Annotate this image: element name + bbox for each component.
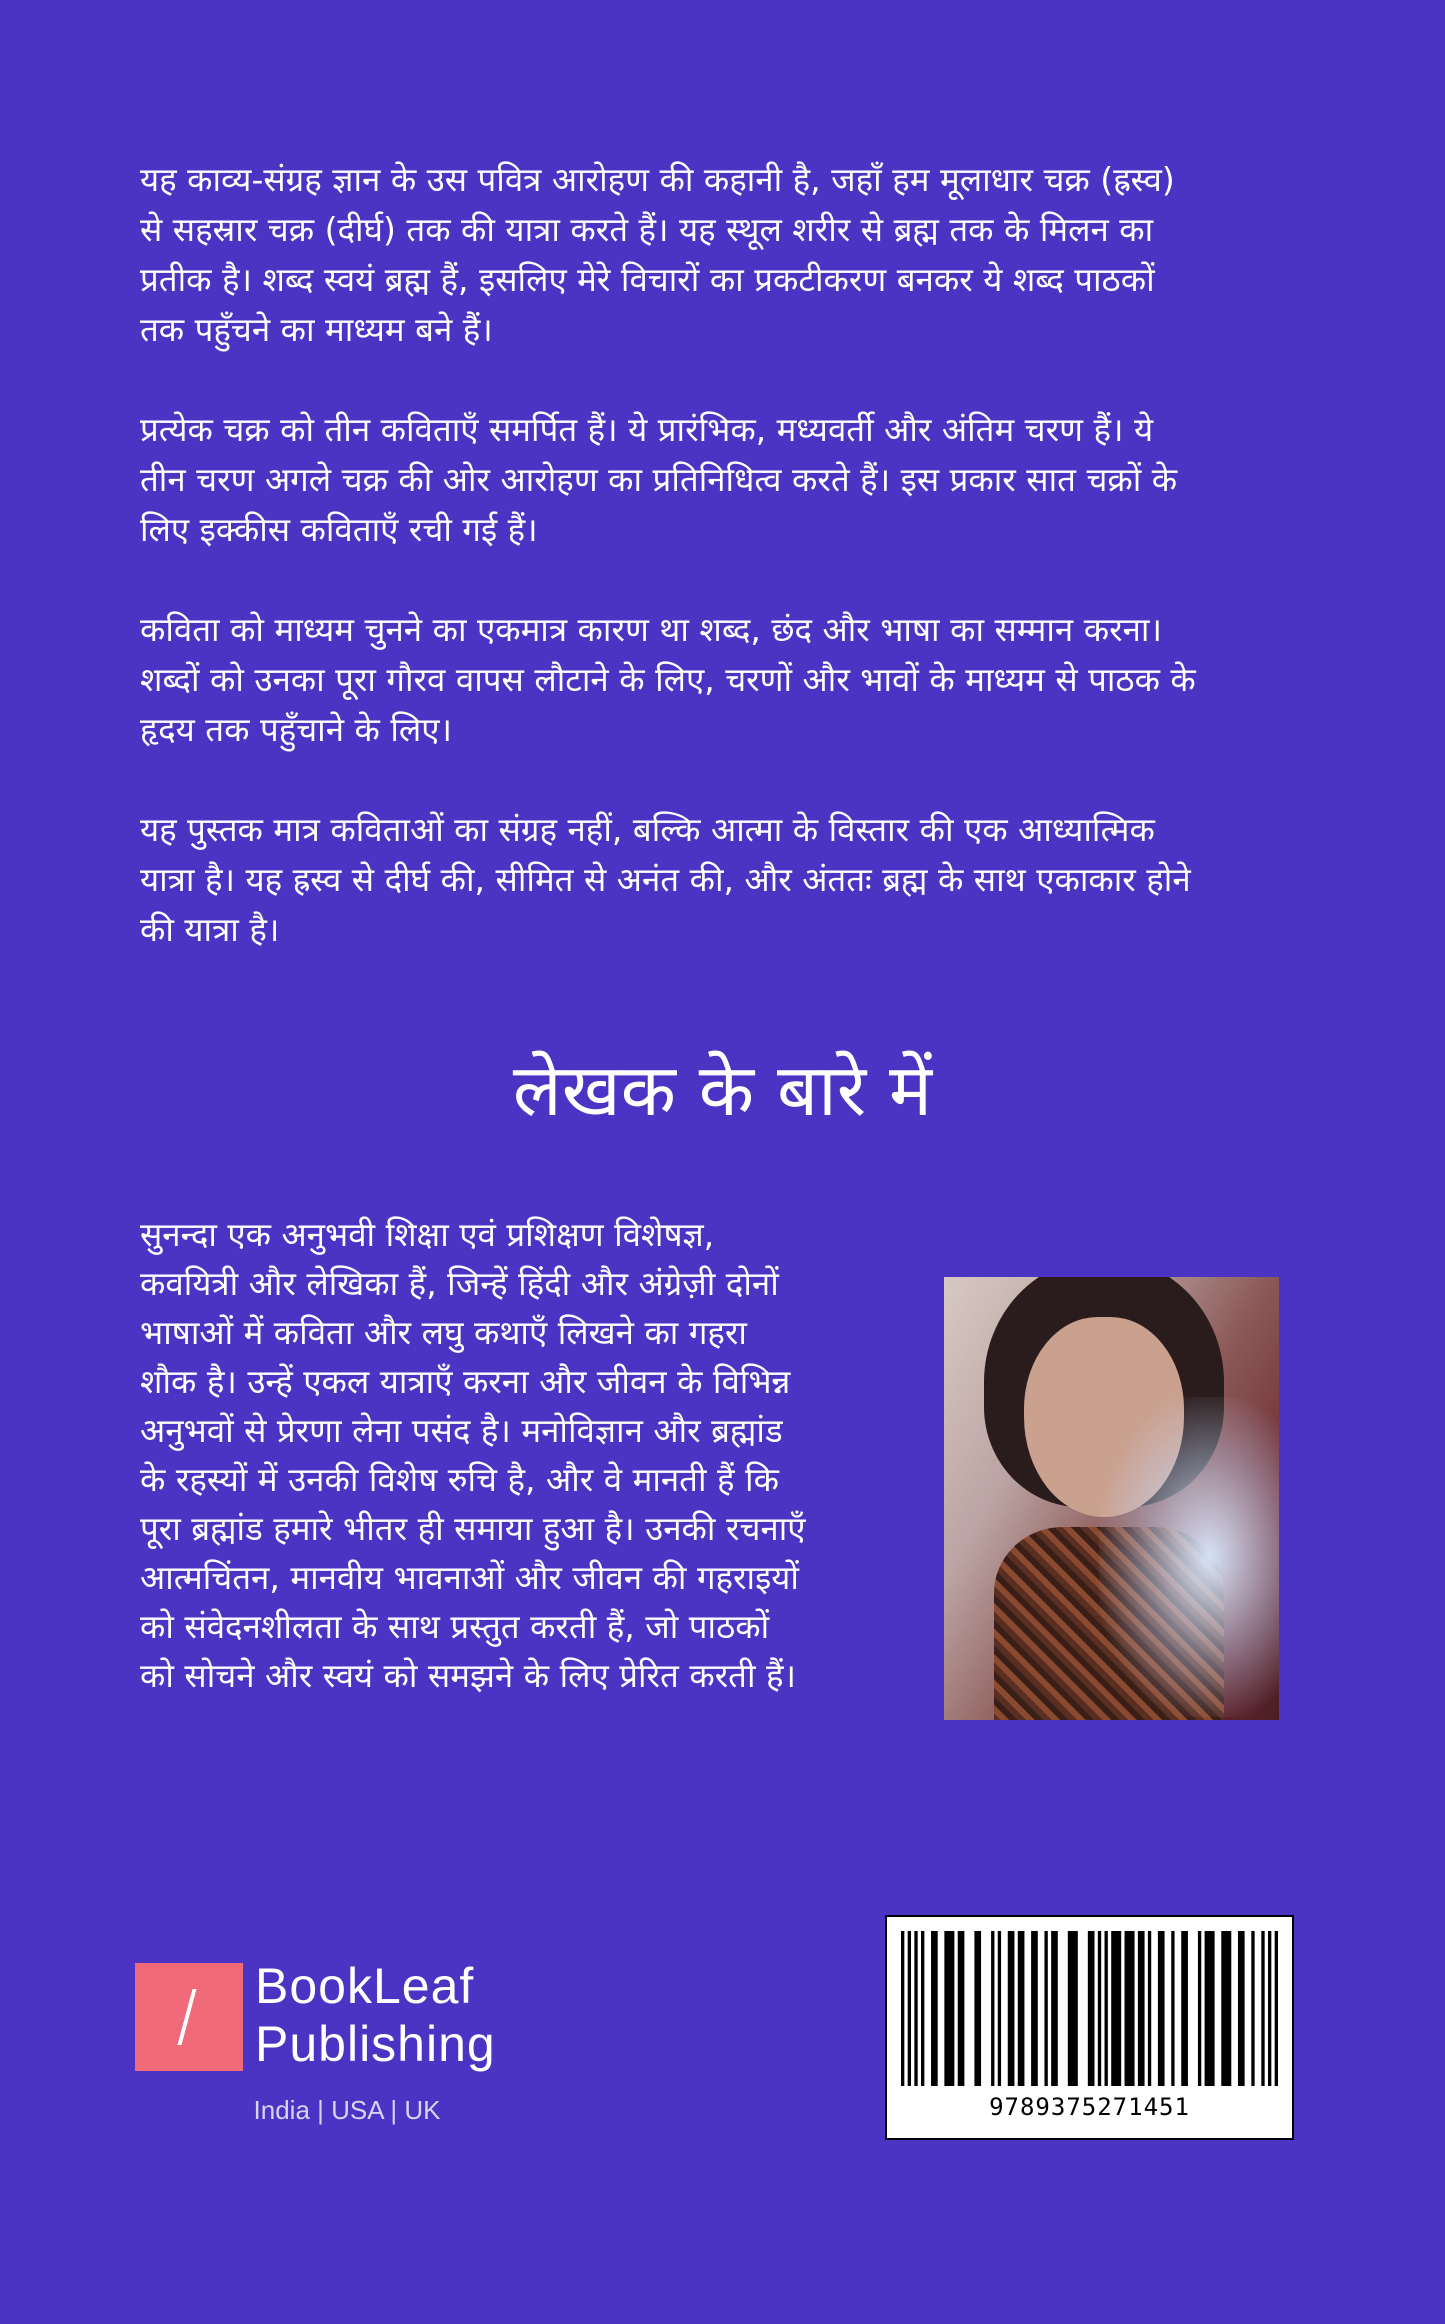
barcode-bar — [1111, 1931, 1121, 2086]
barcode-bar — [1275, 1931, 1278, 2086]
barcode-bar — [1088, 1931, 1095, 2086]
publisher-name-line1: BookLeaf — [255, 1958, 475, 2014]
publisher-logo-mark — [135, 1963, 243, 2071]
barcode-bar — [1205, 1931, 1215, 2086]
barcode-bar — [1158, 1931, 1165, 2086]
barcode-bar — [1171, 1931, 1174, 2086]
blurb-paragraph-2: प्रत्येक चक्र को तीन कविताएँ समर्पित हैं। ये प्रारंभिक, मध्यवर्ती और अंतिम चरण हैं। ये तीन चरण अगले चक्र की ओर आरोहण का प्रतिनिधित्व करते हैं। इस प्रकार सात चक्रों के लिए इक्कीस कविताएँ रची गई हैं। — [140, 410, 1178, 549]
barcode-bar — [1148, 1931, 1151, 2086]
barcode-bar — [1138, 1931, 1145, 2086]
barcode-bar — [1221, 1931, 1231, 2086]
barcode-bar — [1051, 1931, 1058, 2086]
barcode-bar — [1261, 1931, 1264, 2086]
barcode-bar — [958, 1931, 965, 2086]
barcode-bar — [944, 1931, 954, 2086]
barcode-bar — [1238, 1931, 1245, 2086]
barcode-bar — [921, 1931, 924, 2086]
blurb-paragraph-4: यह पुस्तक मात्र कविताओं का संग्रह नहीं, बल्कि आत्मा के विस्तार की एक आध्यात्मिक यात्रा है। यह ह्रस्व से दीर्घ की, सीमित से अनंत की, और अंततः ब्रह्म के साथ एकाकार होने की यात्रा है। — [140, 810, 1191, 949]
barcode-bar — [1044, 1931, 1047, 2086]
barcode-bar — [914, 1931, 917, 2086]
publisher-name — [255, 1957, 555, 2073]
blurb-paragraph-3: कविता को माध्यम चुनने का एकमात्र कारण था शब्द, छंद और भाषा का सम्मान करना। शब्दों को उनका पूरा गौरव वापस लौटाने के लिए, चरणों और भावों के माध्यम से पाठक के हृदय तक पहुँचाने के लिए। — [140, 610, 1196, 749]
barcode-bar — [1098, 1931, 1101, 2086]
isbn-number: 9789375271451 — [989, 2093, 1190, 2121]
barcode-bar — [1105, 1931, 1108, 2086]
barcode-bar — [1008, 1931, 1015, 2086]
barcode-bars — [901, 1931, 1278, 2091]
barcode-bar — [991, 1931, 994, 2086]
back-cover-blurb — [140, 155, 1200, 1005]
barcode-bar — [1268, 1931, 1271, 2086]
publisher-name-line2: Publishing — [255, 2016, 496, 2072]
publisher-regions: India | USA | UK — [253, 2095, 441, 2125]
barcode-bar — [901, 1931, 904, 2086]
isbn-barcode — [885, 1915, 1294, 2140]
barcode-bar — [1198, 1931, 1201, 2086]
barcode-bar — [1068, 1931, 1078, 2086]
author-bio: सुनन्दा एक अनुभवी शिक्षा एवं प्रशिक्षण विशेषज्ञ, कवयित्री और लेखिका हैं, जिन्हें हिंदी और अंग्रेज़ी दोनों भाषाओं में कविता और लघु कथाएँ लिखने का गहरा शौक है। उन्हें एकल यात्राएँ करना और जीवन के विभिन्न अनुभवों से प्रेरणा लेना पसंद है। मनोविज्ञान और ब्रह्मांड के रहस्यों में उनकी विशेष रुचि है, और वे मानती हैं कि पूरा ब्रह्मांड हमारे भीतर ही समाया हुआ है। उनकी रचनाएँ आत्मचिंतन, मानवीय भावनाओं और जीवन की गहराइयों को संवेदनशीलता के साथ प्रस्तुत करती हैं, जो पाठकों को सोचने और स्वयं को समझने के लिए प्रेरित करती हैं। — [140, 1215, 806, 1695]
about-author-heading: लेखक के बारे में — [512, 1048, 933, 1132]
barcode-bar — [931, 1931, 938, 2086]
barcode-bar — [908, 1931, 911, 2086]
barcode-bar — [1181, 1931, 1188, 2086]
barcode-bar — [1031, 1931, 1038, 2086]
barcode-bar — [1251, 1931, 1254, 2086]
barcode-bar — [974, 1931, 981, 2086]
barcode-bar — [1018, 1931, 1025, 2086]
blurb-paragraph-1: यह काव्य-संग्रह ज्ञान के उस पवित्र आरोहण की कहानी है, जहाँ हम मूलाधार चक्र (ह्रस्व) से सहस्रार चक्र (दीर्घ) तक की यात्रा करते हैं। यह स्थूल शरीर से ब्रह्म तक के मिलन का प्रतीक है। शब्द स्वयं ब्रह्म हैं, इसलिए मेरे विचारों का प्रकटीकरण बनकर ये शब्द पाठकों तक पहुँचने का माध्यम बने हैं। — [140, 160, 1175, 349]
barcode-bar — [998, 1931, 1001, 2086]
barcode-bar — [1125, 1931, 1135, 2086]
author-photo — [944, 1277, 1279, 1720]
